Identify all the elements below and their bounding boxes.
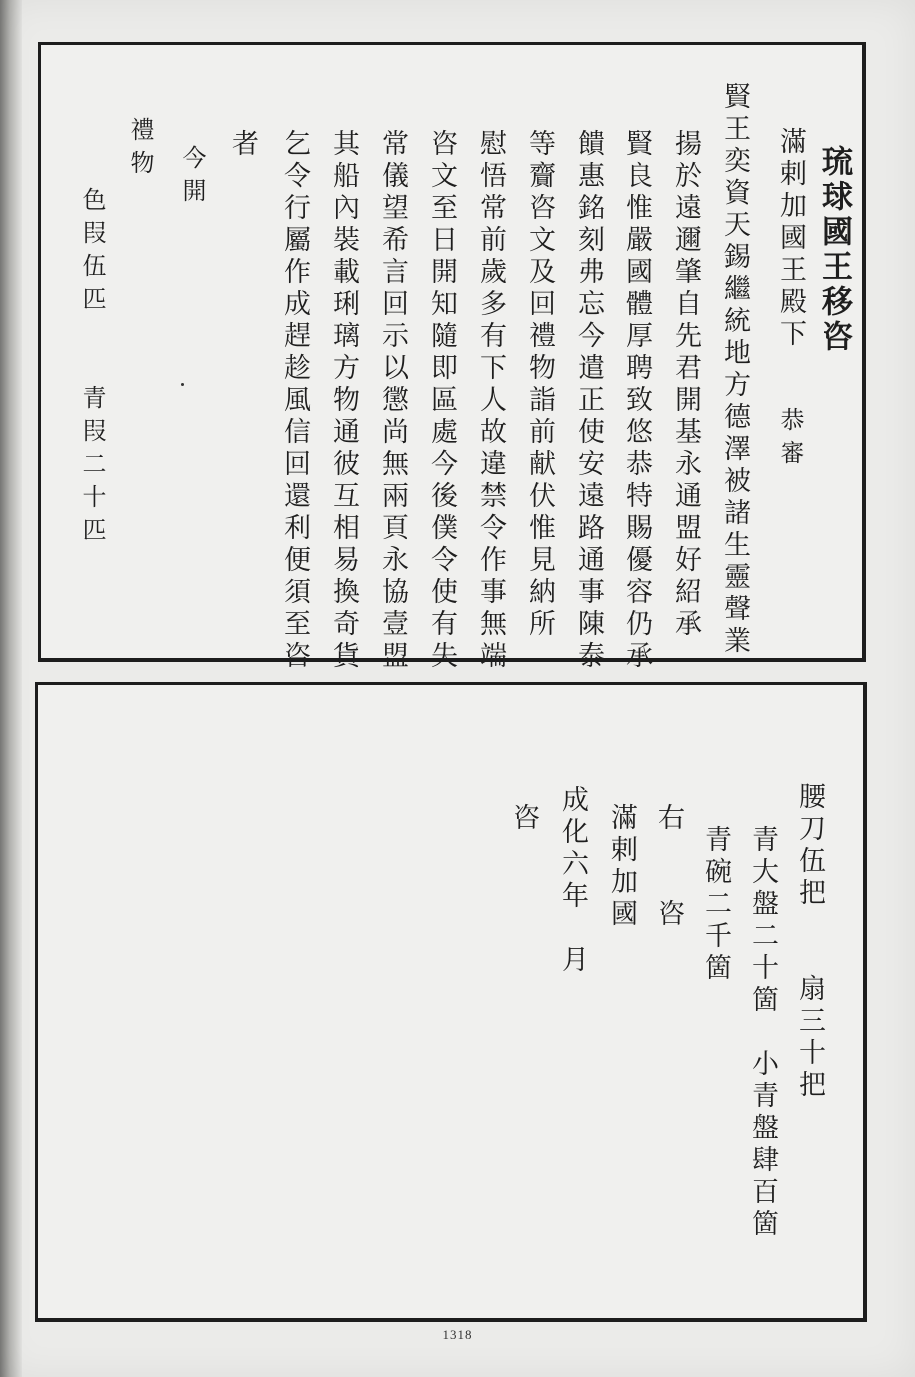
- gift-column-2: 青大盤二十箇 小青盤肆百箇: [747, 825, 778, 1241]
- text-column-6: 等齎咨文及回禮物詣前献伏惟見納所: [524, 129, 555, 641]
- recipient-country: 滿剌加國: [606, 803, 637, 931]
- text-column-gift-items: 色叚伍匹 青叚二十匹: [78, 187, 106, 550]
- text-column-4: 賢良惟嚴國體厚聘致悠恭特賜優容仍承: [621, 129, 652, 673]
- text-column-5: 饋惠銘刻弗忘今遣正使安遠路通事陳泰: [573, 129, 604, 673]
- closing-word: 咨: [508, 803, 539, 835]
- bottom-document-panel: [35, 682, 867, 1322]
- text-column-1: 滿剌加國王殿下: [775, 127, 806, 351]
- document-title: 琉球國王移咨: [816, 145, 852, 355]
- ink-dot: [181, 383, 184, 386]
- text-column-8: 咨文至日開知隨即區處今後僕令使有失: [426, 129, 457, 673]
- text-column-list-header: 今開: [178, 145, 206, 211]
- text-column-3: 揚於遠邇肇自先君開基永通盟好紹承: [670, 129, 701, 641]
- gift-column-3: 青碗二千箇: [700, 825, 731, 985]
- gift-column-1: 腰刀伍把 扇三十把: [794, 782, 825, 1102]
- text-column-9: 常儀望希言回示以懲尚無兩頁永協壹盟: [377, 129, 408, 673]
- text-column-7: 慰悟常前歲多有下人故違禁令作事無端: [475, 129, 506, 673]
- text-column-gifts-label: 禮物: [126, 117, 154, 183]
- date-line: 成化六年 月: [557, 785, 588, 977]
- top-document-panel: [38, 42, 866, 673]
- page-number: 1318: [442, 1327, 473, 1342]
- closing-column-right-reply: 右 咨: [653, 803, 684, 931]
- text-column-11: 乞令行屬作成趕趁風信回還利便須至咨: [279, 129, 310, 673]
- binding-shadow: [0, 0, 22, 1377]
- text-column-12: 者: [227, 129, 258, 161]
- respectful-note: 恭審: [776, 407, 804, 473]
- text-column-2: 賢王奕資天錫繼統地方德澤被諸生靈聲業: [719, 82, 750, 658]
- text-column-10: 其船內裝載琍璃方物通彼互相易換奇貨: [328, 129, 359, 673]
